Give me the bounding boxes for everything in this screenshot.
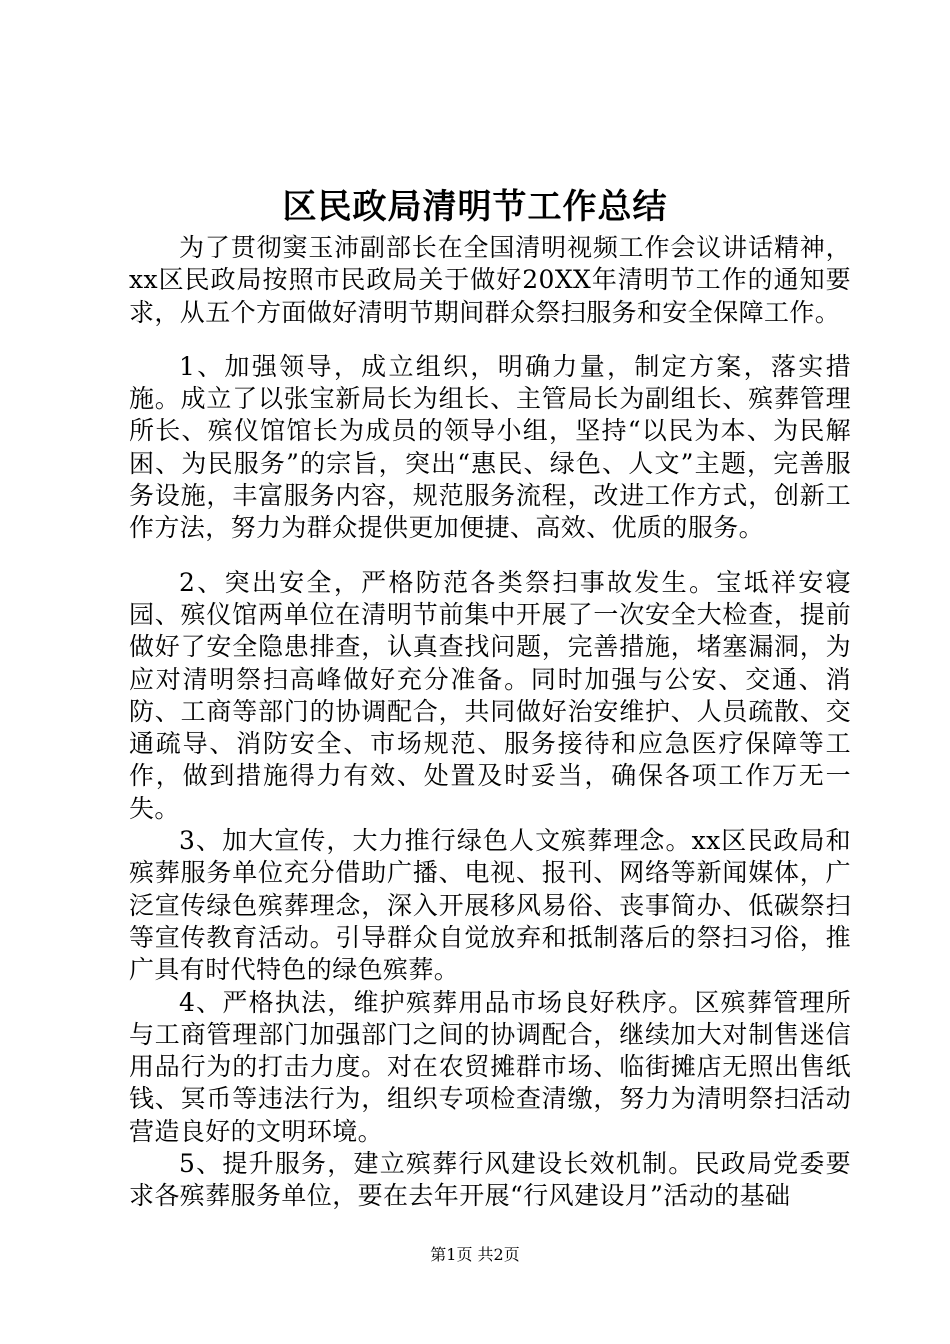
page-number-footer: 第1页 共2页 [430,1245,520,1264]
paragraph-item-3: 3、加大宣传，大力推行绿色人文殡葬理念。xx区民政局和殡葬服务单位充分借助广播、电视、报刊、网络等新闻媒体，广泛宣传绿色殡葬理念，深入开展移风易俗、丧事简办、低碳祭扫等宣传教育活动。引导群众自觉放弃和抵制落后的祭扫习俗，推广具有时代特色的绿色殡葬。 [129,826,851,985]
paragraph-intro: 为了贯彻窦玉沛副部长在全国清明视频工作会议讲话精神，xx区民政局按照市民政局关于做好20XX年清明节工作的通知要求，从五个方面做好清明节期间群众祭扫服务和安全保障工作。 [129,233,851,327]
paragraph-item-5: 5、提升服务，建立殡葬行风建设长效机制。民政局党委要求各殡葬服务单位，要在去年开展“行风建设月”活动的基础 [129,1149,851,1211]
paragraph-item-2: 2、突出安全，严格防范各类祭扫事故发生。宝坻祥安寝园、殡仪馆两单位在清明节前集中开展了一次安全大检查，提前做好了安全隐患排查，认真查找问题，完善措施，堵塞漏洞，为应对清明祭扫高峰做好充分准备。同时加强与公安、交通、消防、工商等部门的协调配合，共同做好治安维护、人员疏散、交通疏导、消防安全、市场规范、服务接待和应急医疗保障等工作，做到措施得力有效、处置及时妥当，确保各项工作万无一失。 [129,567,851,823]
paragraph-item-4: 4、严格执法，维护殡葬用品市场良好秩序。区殡葬管理所与工商管理部门加强部门之间的协调配合，继续加大对制售迷信用品行为的打击力度。对在农贸摊群市场、临街摊店无照出售纸钱、冥币等违法行为，组织专项检查清缴，努力为清明祭扫活动营造良好的文明环境。 [129,987,851,1146]
document-body [129,232,851,1213]
paragraph-item-1: 1、加强领导，成立组织，明确力量，制定方案，落实措施。成立了以张宝新局长为组长、主管局长为副组长、殡葬管理所长、殡仪馆馆长为成员的领导小组，坚持“以民为本、为民解困、为民服务”的宗旨，突出“惠民、绿色、人文”主题，完善服务设施，丰富服务内容，规范服务流程，改进工作方式，创新工作方法，努力为群众提供更加便捷、高效、优质的服务。 [129,351,851,543]
document-title: 区民政局清明节工作总结 [282,187,668,227]
